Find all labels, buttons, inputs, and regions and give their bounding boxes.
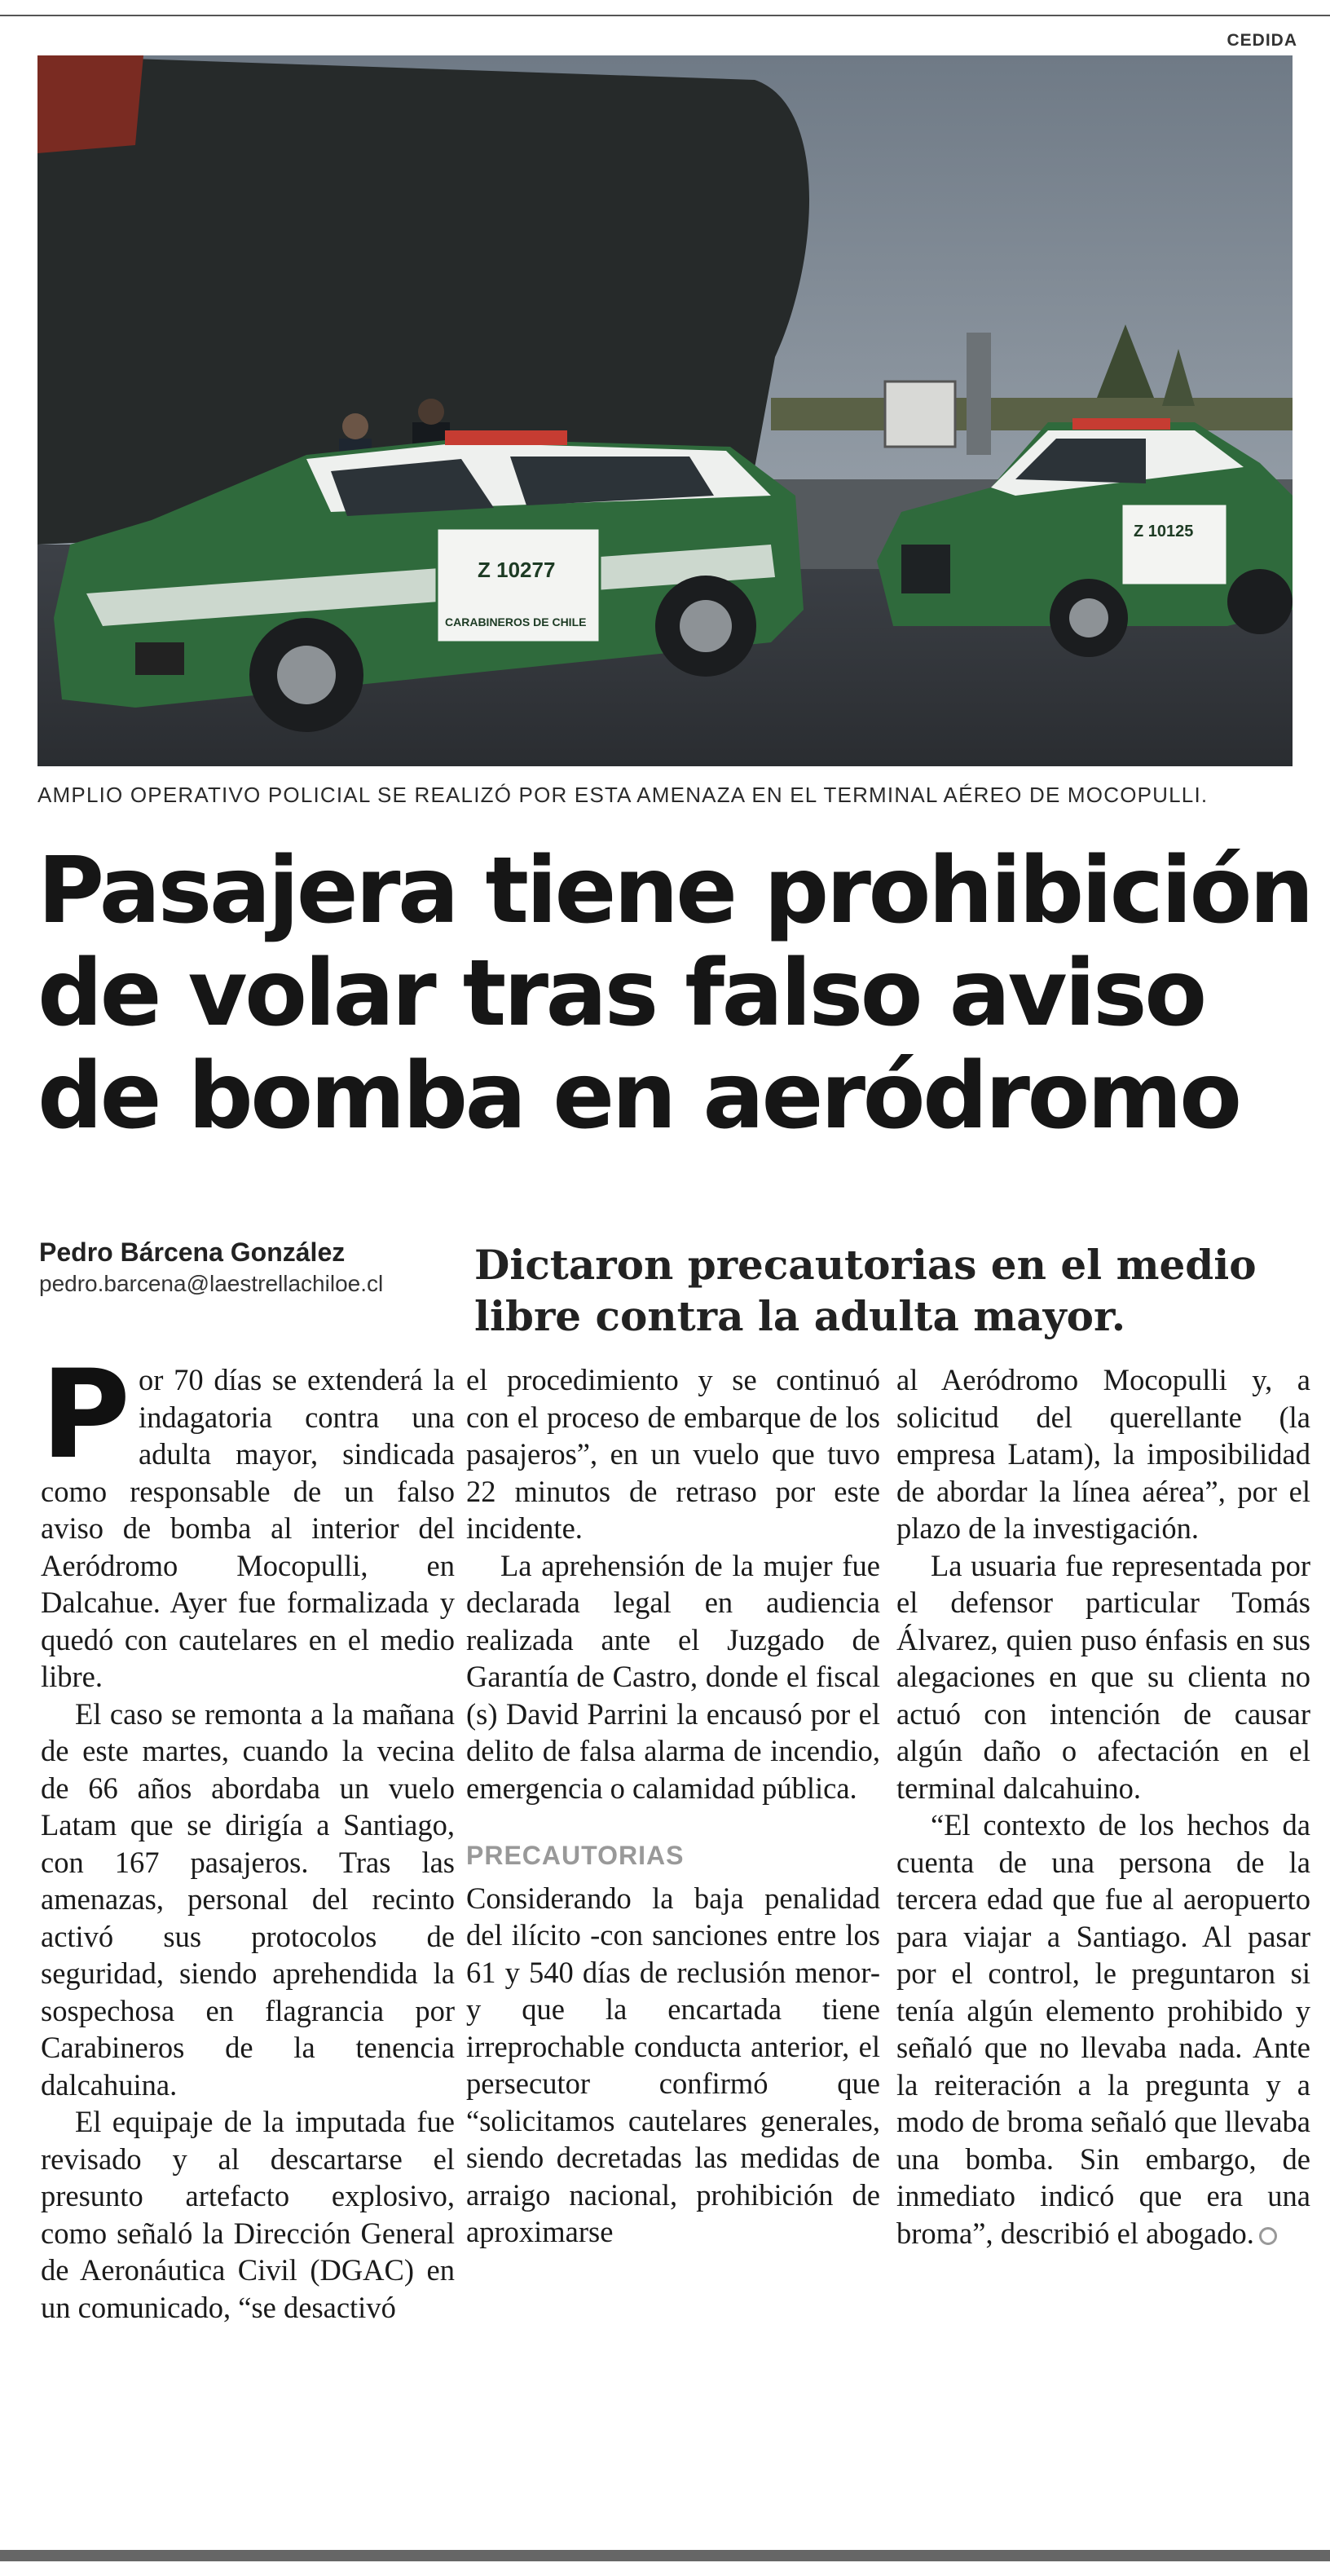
headline-line-2: de volar tras falso aviso bbox=[37, 941, 1204, 1047]
article-column-1 bbox=[41, 1344, 455, 2326]
news-photo bbox=[37, 55, 1293, 766]
photo-caption: AMPLIO OPERATIVO POLICIAL SE REALIZÓ POR ESTA AMENAZA EN EL TERMINAL AÉREO DE MOCOPULLI. bbox=[37, 783, 1209, 807]
subheadline: Dictaron precautorias en el medio libre contra la adulta mayor. bbox=[474, 1241, 1257, 1340]
paragraph: La usuaria fue representada por el defensor particular Tomás Álvarez, quien puso énfasis en sus alegaciones en que su clienta no actuó con intención de causar algún daño o afectación en el terminal dalcahuino. bbox=[896, 1548, 1310, 1805]
closing-paragraph bbox=[896, 1806, 1310, 2252]
bottom-rule bbox=[0, 2550, 1330, 2561]
section-heading: PRECAUTORIAS bbox=[466, 1841, 685, 1870]
paragraph: La aprehensión de la mujer fue declarada legal en audiencia realizada ante el Juzgado de Garantía de Castro, donde el fiscal (s) David Parrini la encausó por el delito de falsa alarma de incendio, emergencia o calamidad pública. bbox=[466, 1548, 880, 1805]
headline bbox=[37, 838, 1312, 1149]
headline-line-1: Pasajera tiene prohibición bbox=[37, 838, 1312, 944]
lead-paragraph bbox=[41, 1344, 455, 1696]
author-email[interactable]: pedro.barcena@laestrellachiloe.cl bbox=[39, 1271, 384, 1296]
paragraph: al Aeródromo Mocopulli y, a solicitud del querellante (la empresa Latam), la imposibilidad de abordar la línea aérea”, por el plazo de la investigación. bbox=[896, 1363, 1310, 1545]
article-column-2 bbox=[466, 1361, 880, 2251]
airport-police-scene bbox=[37, 55, 1293, 766]
paragraph: Considerando la baja penalidad del ilícito -con sanciones entre los 61 y 540 días de reclusión menor- y que la encartada tiene irreprochable conducta anterior, el persecutor confirmó que “solicitamos cautelares generales, siendo decretadas las medidas de arraigo nacional, prohibición de aproximarse bbox=[466, 1881, 880, 2248]
photo-credit: CEDIDA bbox=[1227, 31, 1297, 50]
paragraph: el procedimiento y se continuó con el proceso de embarque de los pasajeros”, en un vuelo que tuvo 22 minutos de retraso por este incidente. bbox=[466, 1363, 880, 1545]
drop-cap: P bbox=[41, 1344, 130, 1486]
paragraph: El equipaje de la imputada fue revisado y al descartarse el presunto artefacto explosivo, como señaló la Dirección General de Aeronáutica Civil (DGAC) en un comunicado, “se desactivó bbox=[41, 2105, 455, 2324]
author-name: Pedro Bárcena González bbox=[39, 1237, 346, 1267]
paragraph: El caso se remonta a la mañana de este martes, cuando la vecina de 66 años abordaba un vuelo Latam que se dirigía a Santiago, con 167 pasajeros. Tras las amenazas, personal del recinto activó sus protocolos de seguridad, siendo aprehendida la sospechosa en flagrancia por Carabineros de la tenencia dalcahuina. bbox=[41, 1696, 455, 2102]
car-brand-left: CARABINEROS DE CHILE bbox=[445, 615, 587, 629]
car-unit-left: Z 10277 bbox=[478, 558, 556, 582]
car-unit-right: Z 10125 bbox=[1134, 523, 1194, 540]
top-rule bbox=[0, 15, 1330, 16]
byline bbox=[39, 1237, 383, 1297]
end-of-article-icon bbox=[1259, 2227, 1277, 2245]
paragraph-text: “El contexto de los hechos da cuenta de una persona de la tercera edad que fue al aeropuerto para viajar a Santiago. Al pasar por el control, le preguntaron si tenía algún elemento prohibido y señaló que no llevaba nada. Ante la reiteración a la pregunta y a modo de broma señaló que llevaba una bomba. Sin embargo, de inmediato indicó que era una broma”, describió el abogado. bbox=[896, 1808, 1310, 2250]
paragraph-text: or 70 días se extenderá la indagatoria contra una adulta mayor, sindicada como responsable de un falso aviso de bomba al interior del Aeródromo Mocopulli, en Dalcahue. Ayer fue formalizada y quedó con cautelares en el medio libre. bbox=[41, 1363, 455, 1693]
article-column-3 bbox=[896, 1361, 1310, 2252]
headline-line-3: de bomba en aeródromo bbox=[37, 1043, 1240, 1149]
